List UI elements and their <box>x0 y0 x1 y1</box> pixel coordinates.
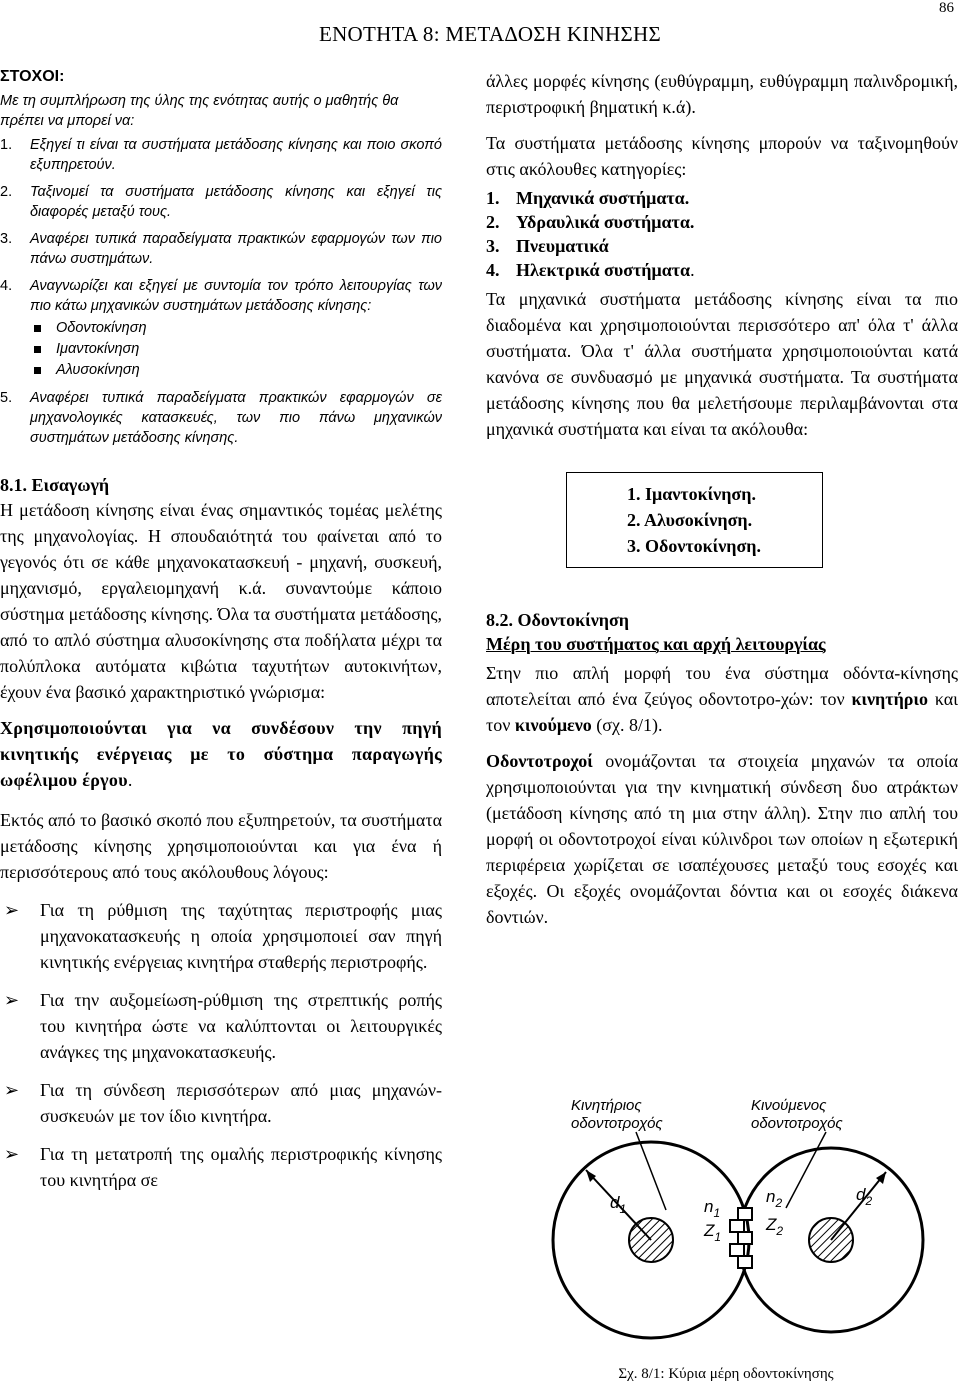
goal-text: Αναγνωρίζει και εξηγεί με συντομία τον τρόπο λειτουργίας των πιο κάτω μηχανικών συστημάτων μετάδοσης κίνησης: <box>30 278 442 314</box>
page-number: 86 <box>939 0 954 16</box>
goal-item <box>0 182 442 222</box>
z2-subscript: 2 <box>776 1224 784 1238</box>
category-item <box>486 186 958 210</box>
box-item: 1. Ιμαντοκίνηση. <box>627 484 756 504</box>
goal-sublist <box>30 318 442 381</box>
goal-text: Ταξινομεί τα συστήματα μετάδοσης κίνησης και εξηγεί τις διαφορές μεταξύ τους. <box>30 184 442 220</box>
goal-subitem: Ιμαντοκίνηση <box>30 339 442 360</box>
text-run: και τον <box>486 689 959 735</box>
category-text: Ηλεκτρικά συστήματα <box>516 260 691 280</box>
key-statement-end: . <box>127 770 133 790</box>
goal-text: Αναφέρει τυπικά παραδείγματα πρακτικών εφαρμογών των πιο πάνω συστημάτων. <box>30 231 442 267</box>
text-run: Στην πιο απλή μορφή του ένα σύστημα οδόντα-κίνησης αποτελείται από ένα ζεύγος οδοντοτρο-χών: τον <box>486 663 958 709</box>
categories-intro: Τα συστήματα μετάδοσης κίνησης μπορούν να ταξινομηθούν στις ακόλουθες κατηγορίες: <box>486 133 958 179</box>
goal-number: 3. <box>0 231 13 247</box>
z2-symbol: Z <box>766 1215 777 1234</box>
section-subheading-gears: Μέρη του συστήματος και αρχή λειτουργίας <box>486 634 826 654</box>
driven-gear <box>739 1148 923 1332</box>
category-item <box>486 258 958 282</box>
goal-item <box>0 135 442 175</box>
driver-term: κινητήριο <box>851 689 929 709</box>
reason-item <box>0 897 442 975</box>
z1-label <box>703 1221 721 1244</box>
category-number: 4. <box>486 260 500 280</box>
n2-symbol: n <box>766 1187 776 1206</box>
n1-label <box>704 1197 720 1220</box>
gears-definition-paragraph <box>486 748 958 930</box>
reason-text: Για τη ρύθμιση της ταχύτητας περιστροφής μιας μηχανοκατασκευής η οποία χρησιμοποιεί σαν πηγή κινητικής ενέργειας κινητήρα σταθερής περιστροφής. <box>40 900 442 972</box>
category-number: 1. <box>486 188 500 208</box>
category-number: 3. <box>486 236 500 256</box>
gears-term: Οδοντοτροχοί <box>486 751 593 771</box>
reason-item <box>0 987 442 1065</box>
reason-item <box>0 1141 442 1193</box>
key-statement-text: Χρησιμοποιούνται για να συνδέσουν την πηγή κινητικής ενέργειας με το σύστημα παραγωγής ωφέλιμου έργου <box>0 718 442 790</box>
d1-label <box>610 1193 626 1216</box>
gear-pair-paragraph <box>486 660 958 738</box>
reasons-intro: Εκτός από το βασικό σκοπό που εξυπηρετούν, τα συστήματα μετάδοσης κίνησης χρησιμοποιούνται και για ένα ή περισσότερους από τους ακόλουθους λόγους: <box>0 810 442 882</box>
mechanical-paragraph: Τα μηχανικά συστήματα μετάδοσης κίνησης είναι τα πιο διαδομένα και χρησιμοποιούνται περισσότερο απ' όλα τ' άλλα συστήματα. Όλα τ' άλλα συστήματα χρησιμοποιούνται κατά κανόνα σε συνδυασμό με μηχανικά συστήματα. Τα συστήματα μετάδοσης κίνησης που θα μελετήσουμε περιλαμβάνονται στα μηχανικά συστήματα και είναι τα ακόλουθα: <box>486 289 958 439</box>
meshing-teeth <box>730 1208 752 1268</box>
goals-title: ΣΤΟΧΟΙ: <box>0 68 65 85</box>
reason-text: Για τη μετατροπή της ομαλής περιστροφικής κίνησης του κινητήρα σε <box>40 1144 442 1190</box>
right-column <box>486 68 958 930</box>
text-run: ονομάζονται τα στοιχεία μηχανών τα οποία χρησιμοποιούνται για την κινηματική σύνδεση δυο ατράκτων (μετάδοση κίνησης από τη μια στην άλλη). Στην πιο απλή του μορφή οι οδοντοτροχοί είναι κύλινδροι των οποίων η εξωτερική περιφέρεια χωρίζεται σε ισαπέχουσες μεταξύ τους εσοχές και εξοχές. Οι εξοχές ονομάζονται δόντια και οι εσοχές διάκενα δοντιών. <box>486 751 958 927</box>
driven-label-line1: Κινούμενος <box>751 1097 827 1114</box>
z1-subscript: 1 <box>714 1230 722 1244</box>
goals-list <box>0 135 442 448</box>
systems-box <box>566 472 823 568</box>
category-number: 2. <box>486 212 500 232</box>
z2-label <box>765 1215 783 1238</box>
d2-subscript: 2 <box>865 1194 873 1208</box>
driver-label-line1: Κινητήριος <box>571 1097 642 1114</box>
arrow-bullet-icon: ➢ <box>4 1144 20 1164</box>
categories-list <box>486 186 958 282</box>
goals-intro: Με τη συμπλήρωση της ύλης της ενότητας αυτής ο μαθητής θα πρέπει να μπορεί να: <box>0 93 399 129</box>
gear-pair-figure <box>526 1090 926 1360</box>
box-item: 2. Αλυσοκίνηση. <box>627 510 753 530</box>
reason-text: Για την αυξομείωση-ρύθμιση της στρεπτικής ροπής του κινητήρα ώστε να καλύπτονται οι λειτουργικές ανάγκες της μηχανοκατασκευής. <box>40 990 442 1062</box>
d2-symbol: d <box>856 1185 866 1204</box>
d1-symbol: d <box>610 1193 620 1212</box>
goal-subitem: Αλυσοκίνηση <box>30 360 442 381</box>
category-suffix: . <box>690 260 695 280</box>
category-text: Μηχανικά συστήματα. <box>516 188 690 208</box>
text-run: (σχ. 8/1). <box>591 715 663 735</box>
systems-box-list <box>567 481 822 559</box>
n1-symbol: n <box>704 1197 714 1216</box>
goal-item <box>0 229 442 269</box>
d1-subscript: 1 <box>619 1202 627 1216</box>
driven-term: κινούμενο <box>514 715 592 735</box>
key-statement <box>0 715 442 793</box>
driven-label-line2: οδοντοτροχός <box>751 1115 843 1132</box>
goal-number: 1. <box>0 137 13 153</box>
n1-subscript: 1 <box>713 1206 721 1220</box>
goal-number: 5. <box>0 390 13 406</box>
z1-symbol: Z <box>704 1221 715 1240</box>
goal-subitem: Οδοντοκίνηση <box>30 318 442 339</box>
category-text: Υδραυλικά συστήματα. <box>516 212 695 232</box>
section-heading-intro: 8.1. Εισαγωγή <box>0 475 110 495</box>
box-item: 3. Οδοντοκίνηση. <box>627 536 762 556</box>
goal-number: 4. <box>0 278 13 294</box>
reason-item <box>0 1077 442 1129</box>
figure-caption: Σχ. 8/1: Κύρια μέρη οδοντοκίνησης <box>618 1366 834 1382</box>
motion-forms-paragraph: άλλες μορφές κίνησης (ευθύγραμμη, ευθύγραμμη παλινδρομική, περιστροφική βηματική κ.ά). <box>486 71 958 117</box>
arrow-bullet-icon: ➢ <box>4 990 20 1010</box>
arrow-bullet-icon: ➢ <box>4 900 20 920</box>
left-column <box>0 68 442 1205</box>
driver-label-line2: οδοντοτροχός <box>571 1115 663 1132</box>
category-item <box>486 234 958 258</box>
section-heading-gears: 8.2. Οδοντοκίνηση <box>486 610 630 630</box>
goal-text: Αναφέρει τυπικά παραδείγματα πρακτικών εφαρμογών σε μηχανολογικές κατασκευές, των πιο πάνω μηχανικών συστημάτων μετάδοσης κίνησης. <box>30 390 442 446</box>
goal-item <box>0 276 442 381</box>
category-item <box>486 210 958 234</box>
category-text: Πνευματικά <box>516 236 609 256</box>
arrow-bullet-icon: ➢ <box>4 1080 20 1100</box>
n2-subscript: 2 <box>775 1196 783 1210</box>
n2-label <box>766 1187 782 1210</box>
goal-number: 2. <box>0 184 13 200</box>
goal-item <box>0 388 442 448</box>
intro-paragraph: Η μετάδοση κίνησης είναι ένας σημαντικός τομέας μελέτης της μηχανολογίας. Η σπουδαιότητά του φαίνεται από το γεγονός ότι σε κάθε μηχανοκατασκευή - μηχανή, συσκευή, μηχανισμό, εργαλειομηχανή κ.ά. συναντούμε κάποιο σύστημα μετάδοσης κίνησης. Όλα τα συστήματα μετάδοσης, από το απλό σύστημα αλυσοκίνησης στα ποδήλατα μέχρι τα πολύπλοκα αυτόματα κιβώτια ταχυτήτων αυτοκινήτων, έχουν ένα βασικό χαρακτηριστικό γνώρισμα: <box>0 500 442 702</box>
goal-text: Εξηγεί τι είναι τα συστήματα μετάδοσης κίνησης και ποιο σκοπό εξυπηρετούν. <box>30 137 442 173</box>
reason-text: Για τη σύνδεση περισσότερων από μιας μηχανών-συσκευών με τον ίδιο κινητήρα. <box>40 1080 442 1126</box>
chapter-title: ΕΝΟΤΗΤΑ 8: ΜΕΤΑΔΟΣΗ ΚΙΝΗΣΗΣ <box>318 22 662 46</box>
reasons-list <box>0 897 442 1193</box>
